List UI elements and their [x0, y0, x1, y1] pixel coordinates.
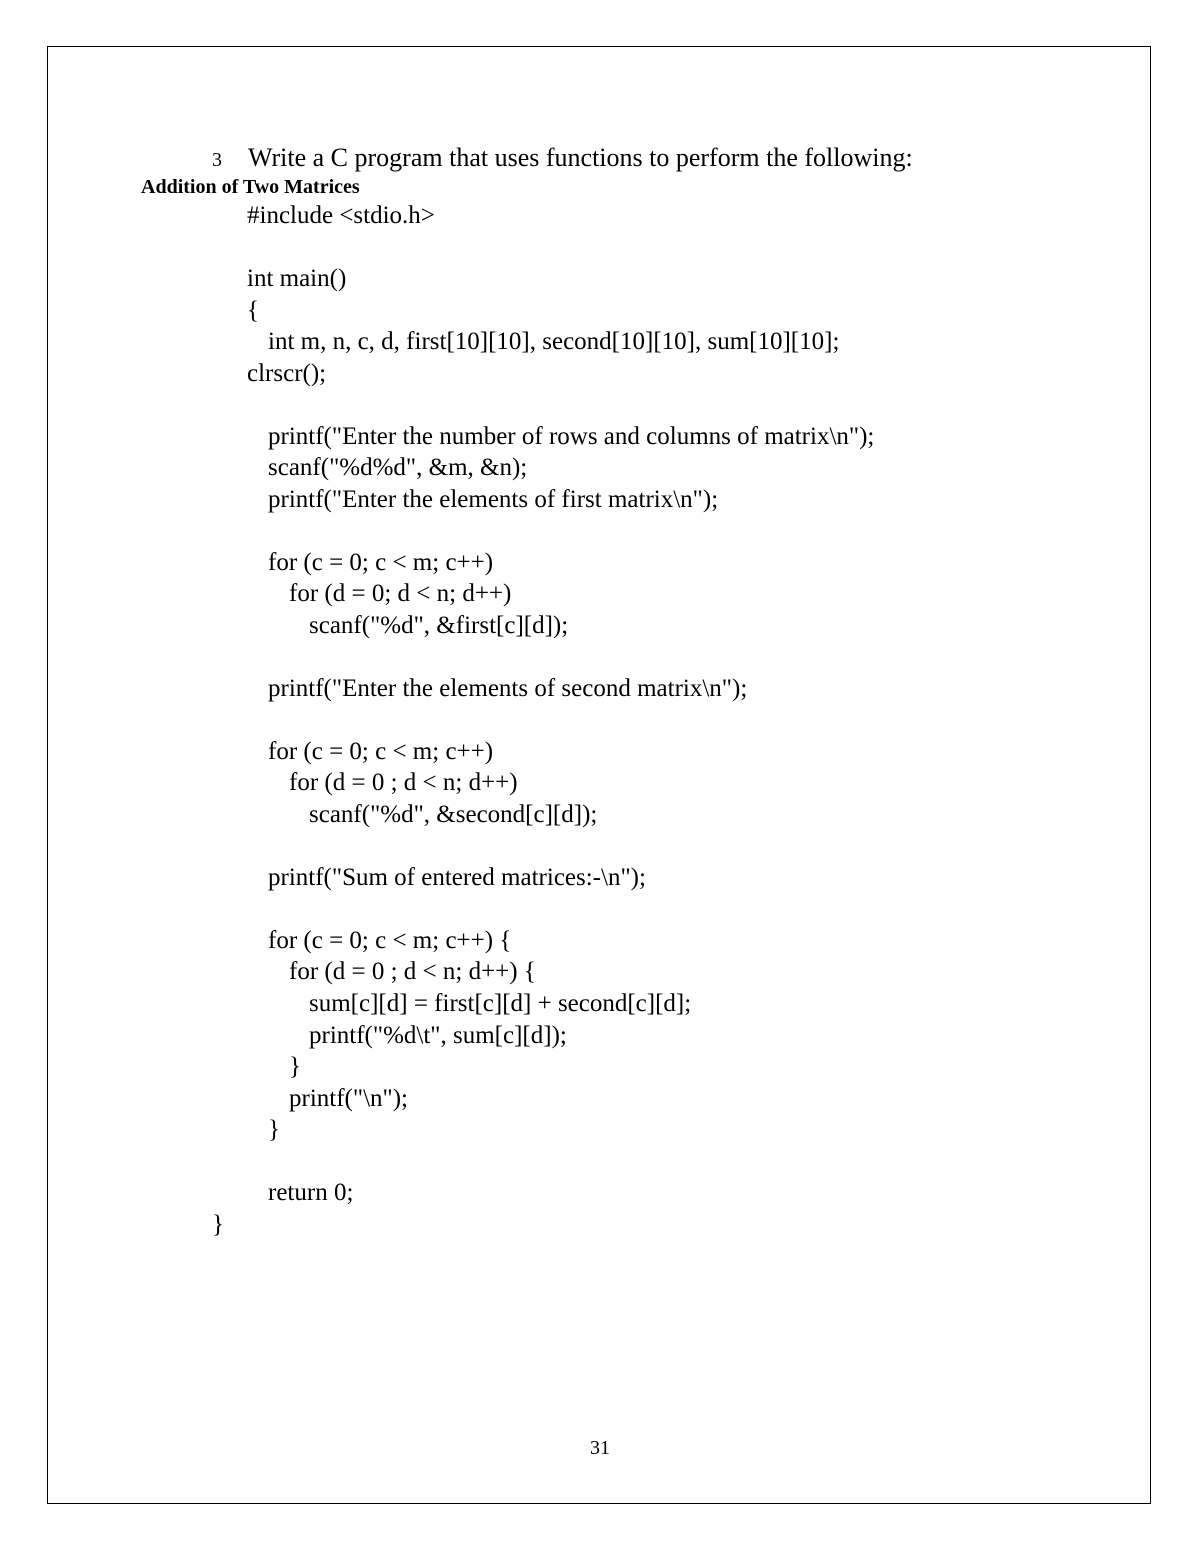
- code-line: scanf("%d%d", &m, &n);: [268, 454, 528, 481]
- code-line: printf("Sum of entered matrices:-\n");: [268, 864, 646, 891]
- code-line: {: [247, 297, 259, 324]
- code-line: for (c = 0; c < m; c++) {: [268, 927, 512, 954]
- code-line: for (d = 0 ; d < n; d++): [289, 769, 518, 796]
- code-line: clrscr();: [247, 360, 327, 387]
- code-line: for (c = 0; c < m; c++): [268, 549, 494, 576]
- code-line: int main(): [247, 265, 347, 292]
- question-text: Write a C program that uses functions to perform the following:: [248, 143, 913, 172]
- code-line: sum[c][d] = first[c][d] + second[c][d];: [309, 990, 692, 1017]
- code-line: scanf("%d", &second[c][d]);: [309, 801, 598, 828]
- section-heading: Addition of Two Matrices: [141, 176, 360, 198]
- code-line: }: [268, 1116, 280, 1143]
- code-line: for (d = 0 ; d < n; d++) {: [289, 958, 536, 985]
- code-line: printf("Enter the elements of second matrix\n");: [268, 675, 748, 702]
- code-line: printf("Enter the number of rows and columns of matrix\n");: [268, 423, 875, 450]
- code-line: for (c = 0; c < m; c++): [268, 738, 494, 765]
- code-line: printf("%d\t", sum[c][d]);: [309, 1022, 567, 1049]
- code-line: }: [212, 1211, 224, 1238]
- code-line: for (d = 0; d < n; d++): [289, 580, 512, 607]
- code-line: printf("Enter the elements of first matrix\n");: [268, 486, 719, 513]
- code-line: }: [289, 1053, 301, 1080]
- page-border: [47, 46, 1151, 1504]
- question-number: 3: [212, 149, 222, 171]
- code-line: int m, n, c, d, first[10][10], second[10][10], sum[10][10];: [268, 328, 840, 355]
- question: [212, 142, 913, 176]
- code-line: #include <stdio.h>: [247, 202, 435, 229]
- code-line: return 0;: [268, 1179, 354, 1206]
- code-line: printf("\n");: [289, 1085, 408, 1112]
- page-number: 31: [590, 1437, 610, 1459]
- code-line: scanf("%d", &first[c][d]);: [309, 612, 569, 639]
